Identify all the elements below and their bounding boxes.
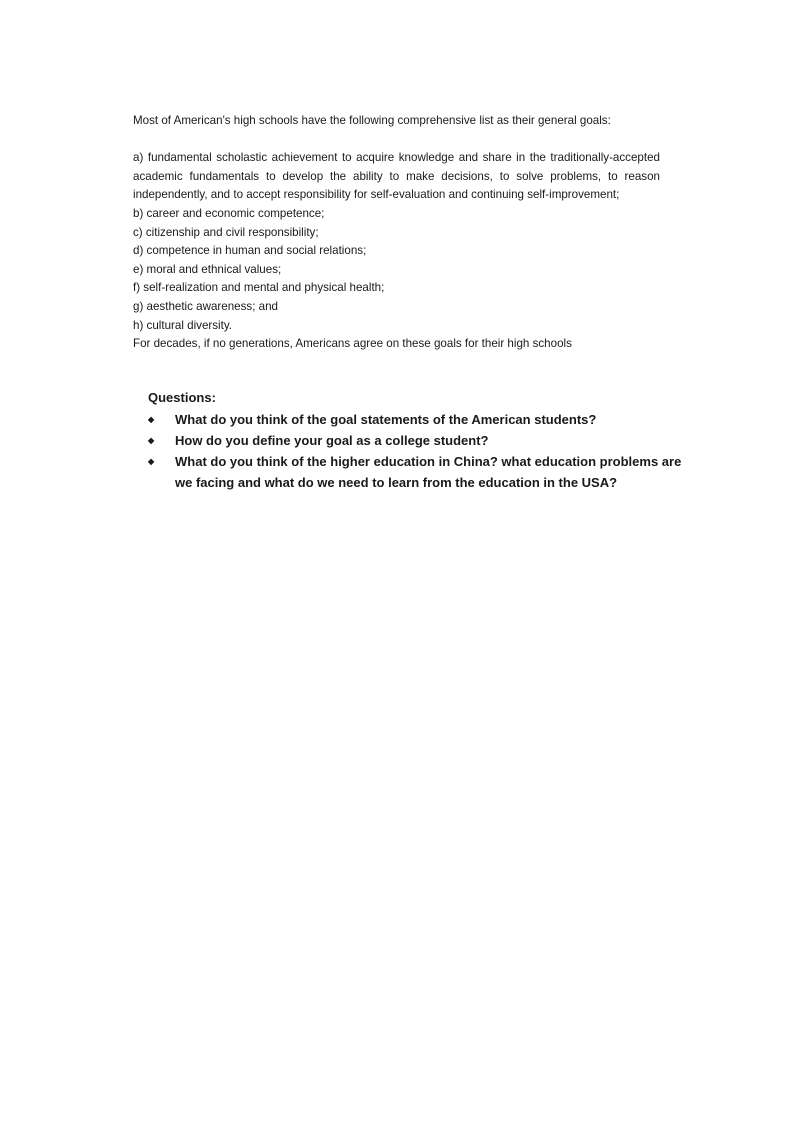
goal-item: f) self-realization and mental and physical health; (133, 281, 385, 295)
questions-heading: Questions: (148, 390, 216, 405)
goal-item: e) moral and ethnical values; (133, 262, 282, 276)
closing-paragraph: For decades, if no generations, Americans agree on these goals for their high schools (133, 337, 572, 351)
questions-section (148, 388, 688, 493)
question-item (148, 409, 688, 430)
goal-item: g) aesthetic awareness; and (133, 299, 279, 313)
question-text: What do you think of the higher education in China? what education problems are we facing and what do we need to learn from the education in the USA? (175, 454, 682, 490)
diamond-bullet-icon: ◆ (148, 415, 155, 424)
goal-item: a) fundamental scholastic achievement to acquire knowledge and share in the traditionally-accepted academic fundamentals to develop the ability to make decisions, to solve problems, to reason independently, and to accept responsibility for self-evaluation and continuing self-improvement; (133, 151, 660, 202)
goal-list (133, 205, 660, 335)
goal-item: d) competence in human and social relations; (133, 244, 367, 258)
diamond-bullet-icon: ◆ (148, 457, 155, 466)
questions-list (148, 409, 688, 493)
question-item (148, 451, 688, 493)
goal-item: c) citizenship and civil responsibility; (133, 225, 319, 239)
diamond-bullet-icon: ◆ (148, 436, 155, 445)
question-item (148, 430, 688, 451)
intro-paragraph: Most of American's high schools have the following comprehensive list as their general goals: (133, 114, 611, 127)
document-body (133, 112, 660, 354)
question-text: What do you think of the goal statements of the American students? (175, 412, 597, 427)
question-text: How do you define your goal as a college student? (175, 433, 489, 448)
goal-item: b) career and economic competence; (133, 206, 325, 220)
goal-item: h) cultural diversity. (133, 318, 233, 332)
